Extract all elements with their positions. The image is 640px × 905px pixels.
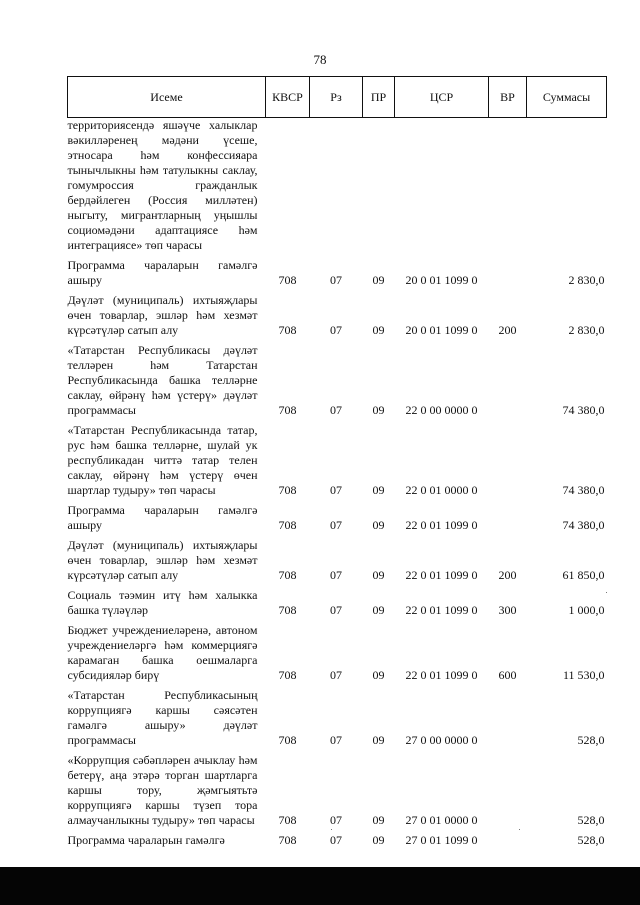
- cell-csr: 27 0 01 1099 0: [405, 833, 478, 847]
- cell-kvsr: 708: [278, 603, 297, 617]
- cell-rz: [310, 118, 363, 257]
- cell-name: «Коррупция сәбәпләрен ачыклау һәм бетерү, аңа этәрә торган шартларга каршы тору, җәмгыятьтә коррупциягә каршы түзеп тора алмаучанлыкны тудыру» төп чарасы: [67, 753, 258, 827]
- cell-kvsr: 708: [278, 813, 297, 827]
- scan-bottom-edge: [0, 867, 640, 905]
- cell-rz: 07: [330, 323, 342, 337]
- scan-speck: [519, 829, 520, 830]
- cell-pr: 09: [372, 668, 385, 682]
- cell-vr: 200: [498, 568, 517, 582]
- cell-csr: 20 0 01 1099 0: [405, 323, 478, 337]
- cell-rz: 07: [330, 603, 342, 617]
- header-csr: ЦСР: [395, 77, 489, 118]
- cell-sum: 528,0: [577, 833, 605, 847]
- cell-vr: 300: [498, 603, 517, 617]
- page-number: 78: [313, 52, 327, 67]
- cell-kvsr: [266, 118, 310, 257]
- table-row: [68, 291, 607, 341]
- cell-vr: [489, 341, 527, 421]
- cell-csr: 22 0 01 1099 0: [405, 603, 478, 617]
- cell-kvsr: 708: [278, 668, 297, 682]
- header-rz: Рз: [310, 77, 363, 118]
- cell-kvsr: 708: [278, 273, 297, 287]
- cell-rz: 07: [330, 833, 342, 847]
- table-body: [68, 118, 607, 852]
- cell-sum: 61 850,0: [562, 568, 605, 582]
- cell-rz: 07: [330, 483, 342, 497]
- cell-csr: 22 0 00 0000 0: [405, 403, 478, 417]
- cell-sum: [527, 118, 607, 257]
- cell-pr: 09: [372, 483, 385, 497]
- table-row: [68, 501, 607, 536]
- cell-name: Программа чараларын гамәлгә ашыру: [67, 503, 258, 532]
- cell-kvsr: 708: [278, 568, 297, 582]
- cell-rz: 07: [330, 273, 342, 287]
- cell-sum: 2 830,0: [568, 273, 605, 287]
- cell-kvsr: 708: [278, 323, 297, 337]
- cell-name: Бюджет учреждениеләренә, автоном учреждениеләргә һәм коммерциягә карамаган башка оешмаларга субсидияләр бирү: [67, 623, 258, 682]
- cell-sum: 1 000,0: [568, 603, 605, 617]
- cell-sum: 74 380,0: [562, 483, 605, 497]
- cell-vr: [489, 751, 527, 831]
- table-header: [68, 77, 607, 118]
- cell-sum: 528,0: [577, 733, 605, 747]
- cell-name: «Татарстан Республикасы дәүләт телләрен һәм Татарстан Республикасында башка телләрне саклау, өйрәнү һәм үстерү» дәүләт программасы: [67, 343, 258, 417]
- header-sum: Суммасы: [527, 77, 607, 118]
- cell-vr: [489, 256, 527, 291]
- cell-csr: 20 0 01 1099 0: [405, 273, 478, 287]
- table-row: [68, 686, 607, 751]
- table-row: [68, 118, 607, 257]
- header-vr: ВР: [489, 77, 527, 118]
- cell-vr: [489, 421, 527, 501]
- cell-vr: [489, 686, 527, 751]
- header-name: Исеме: [68, 77, 266, 118]
- cell-name: Программа чараларын гамәлгә ашыру: [67, 258, 258, 287]
- budget-table: [67, 76, 607, 851]
- cell-pr: [363, 118, 395, 257]
- cell-sum: 2 830,0: [568, 323, 605, 337]
- cell-csr: [395, 118, 489, 257]
- table-row: [68, 341, 607, 421]
- cell-vr: [489, 831, 527, 851]
- cell-sum: 528,0: [577, 813, 605, 827]
- table-row: [68, 256, 607, 291]
- cell-pr: 09: [372, 323, 385, 337]
- cell-pr: 09: [372, 568, 385, 582]
- cell-vr: [489, 118, 527, 257]
- cell-name: «Татарстан Республикасында татар, рус һәм башка телләрне, шулай ук республикадан читтә татар телен саклау, өйрәнү һәм үстерү өчен шартлар тудыру» төп чарасы: [67, 423, 258, 497]
- cell-vr: [489, 501, 527, 536]
- cell-pr: 09: [372, 813, 385, 827]
- cell-rz: 07: [330, 813, 342, 827]
- table-row: [68, 831, 607, 851]
- cell-csr: 22 0 01 1099 0: [405, 568, 478, 582]
- cell-kvsr: 708: [278, 518, 297, 532]
- table-row: [68, 536, 607, 586]
- cell-kvsr: 708: [278, 403, 297, 417]
- scan-speck: [606, 592, 607, 593]
- cell-csr: 27 0 01 0000 0: [405, 813, 478, 827]
- cell-rz: 07: [330, 403, 342, 417]
- cell-csr: 22 0 01 1099 0: [405, 518, 478, 532]
- cell-kvsr: 708: [278, 483, 297, 497]
- cell-pr: 09: [372, 603, 385, 617]
- header-pr: ПР: [363, 77, 395, 118]
- cell-pr: 09: [372, 403, 385, 417]
- cell-rz: 07: [330, 568, 342, 582]
- header-kvsr: КВСР: [266, 77, 310, 118]
- table-row: [68, 421, 607, 501]
- cell-rz: 07: [330, 668, 342, 682]
- table-row: [68, 621, 607, 686]
- cell-name: «Татарстан Республикасының коррупциягә каршы сәясәтен гамәлгә ашыру» дәүләт программасы: [67, 688, 258, 747]
- cell-pr: 09: [372, 518, 385, 532]
- cell-rz: 07: [330, 733, 342, 747]
- cell-vr: 600: [498, 668, 517, 682]
- scan-speck: [331, 829, 332, 830]
- cell-name: Социаль тәэмин итү һәм халыкка башка түләүләр: [67, 588, 258, 617]
- cell-sum: 74 380,0: [562, 518, 605, 532]
- cell-rz: 07: [330, 518, 342, 532]
- cell-name: Программа чараларын гамәлгә: [67, 833, 225, 847]
- cell-pr: 09: [372, 733, 385, 747]
- cell-name: территориясендә яшәүче халыклар вәкилләренең мәдәни үсеше, этносара һәм конфессияара тынычлыкны һәм татулыкны саклау, гомумроссия гражданлык бердәйлеген (Россия милләтен) ныгыту, мигрантларның уңышлы социомәдәни адаптациясе һәм интеграциясе» төп чарасы: [67, 118, 258, 252]
- cell-kvsr: 708: [278, 833, 297, 847]
- cell-name: Дәүләт (муниципаль) ихтыяҗлары өчен товарлар, эшләр һәм хезмәт күрсәтүләр сатып алу: [67, 293, 258, 337]
- cell-pr: 09: [372, 833, 385, 847]
- cell-csr: 22 0 01 1099 0: [405, 668, 478, 682]
- cell-csr: 22 0 01 0000 0: [405, 483, 478, 497]
- cell-name: Дәүләт (муниципаль) ихтыяҗлары өчен товарлар, эшләр һәм хезмәт күрсәтүләр сатып алу: [67, 538, 258, 582]
- cell-vr: 200: [498, 323, 517, 337]
- cell-kvsr: 708: [278, 733, 297, 747]
- cell-csr: 27 0 00 0000 0: [405, 733, 478, 747]
- table-row: [68, 751, 607, 831]
- cell-pr: 09: [372, 273, 385, 287]
- cell-sum: 74 380,0: [562, 403, 605, 417]
- cell-sum: 11 530,0: [562, 668, 605, 682]
- table-row: [68, 586, 607, 621]
